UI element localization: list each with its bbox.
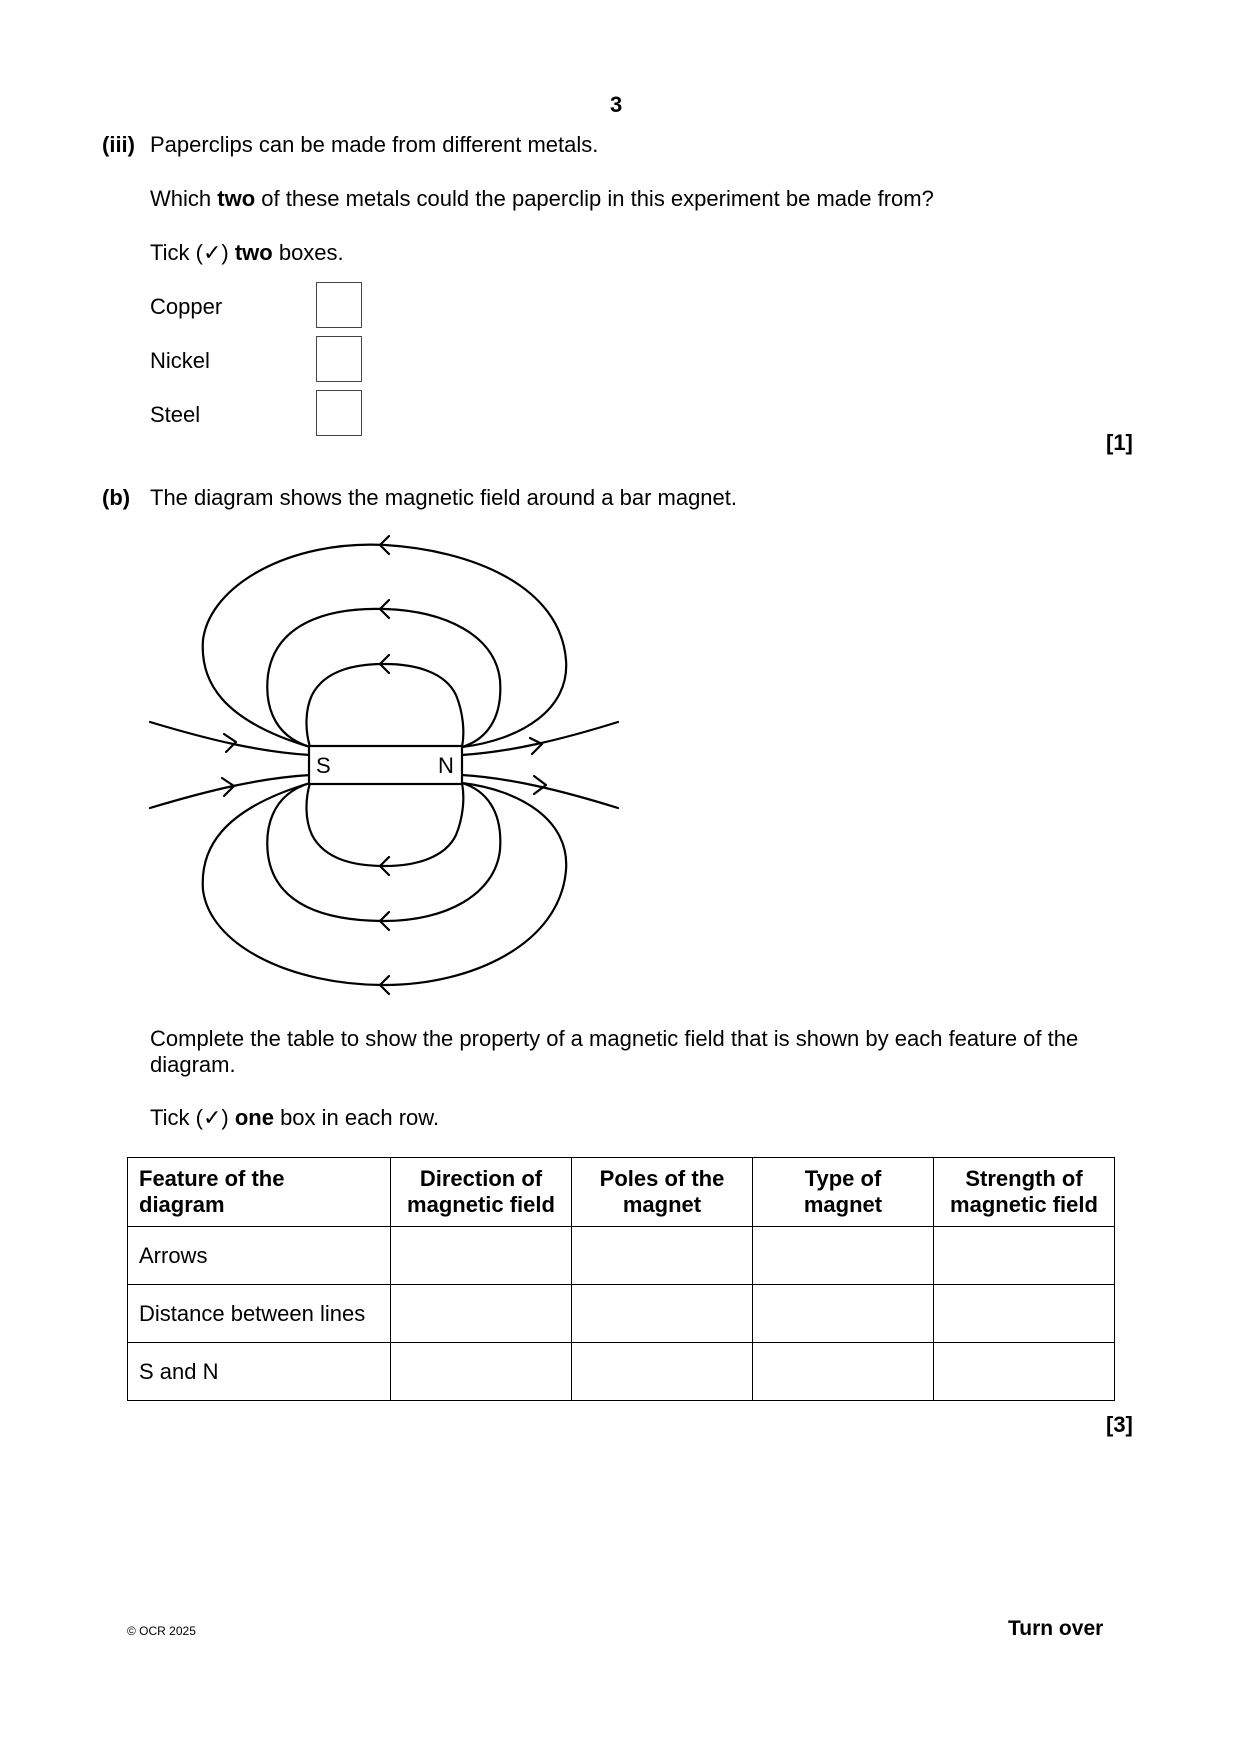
tick-cell-distance-type[interactable] <box>753 1285 934 1343</box>
tick-cell-distance-strength[interactable] <box>934 1285 1115 1343</box>
question-text-post: of these metals could the paperclip in this experiment be made from? <box>255 186 934 211</box>
property-table <box>127 1157 1115 1401</box>
instruction-post: boxes. <box>272 240 344 265</box>
tick-cell-sn-strength[interactable] <box>934 1343 1115 1401</box>
instruction-bold: two <box>234 240 273 265</box>
tick-cell-distance-direction[interactable] <box>391 1285 572 1343</box>
tick-cell-sn-direction[interactable] <box>391 1343 572 1401</box>
south-pole-label: S <box>316 753 331 778</box>
page-number: 3 <box>610 92 623 117</box>
question-label-b: (b) <box>102 485 131 510</box>
tick-instruction-b <box>150 1105 439 1131</box>
field-line-upper-outer <box>203 545 567 747</box>
north-pole-label: N <box>438 753 454 778</box>
field-line-lower-middle <box>267 783 500 921</box>
row-label-distance: Distance between lines <box>128 1285 391 1343</box>
header-feature: Feature of the diagram <box>128 1158 391 1227</box>
arrow-right-upper <box>530 738 542 754</box>
tick-cell-sn-type[interactable] <box>753 1343 934 1401</box>
turn-over-footer: Turn over <box>1008 1617 1104 1640</box>
table-row <box>128 1343 1115 1401</box>
field-line-lower-outer <box>203 783 567 985</box>
row-label-arrows: Arrows <box>128 1227 391 1285</box>
instruction-pre: Tick (✓) <box>150 240 235 265</box>
header-poles: Poles of the magnet <box>572 1158 753 1227</box>
field-line-upper-inner <box>306 664 463 747</box>
header-type: Type of magnet <box>753 1158 934 1227</box>
field-line-lower-inner <box>306 783 463 866</box>
tick-cell-arrows-poles[interactable] <box>572 1227 753 1285</box>
copyright-footer: © OCR 2025 <box>127 1624 196 1638</box>
tick-cell-arrows-direction[interactable] <box>391 1227 572 1285</box>
option-copper-label: Copper <box>150 294 223 319</box>
option-nickel-label: Nickel <box>150 348 210 373</box>
table-row <box>128 1285 1115 1343</box>
question-intro-b: The diagram shows the magnetic field around a bar magnet. <box>150 485 737 510</box>
tick-cell-arrows-strength[interactable] <box>934 1227 1115 1285</box>
header-strength: Strength of magnetic field <box>934 1158 1115 1227</box>
row-label-s-and-n: S and N <box>128 1343 391 1401</box>
table-question-line-2: diagram. <box>150 1052 236 1077</box>
question-text-bold: two <box>217 186 256 211</box>
question-text-pre: Which <box>150 186 218 211</box>
question-label-iii: (iii) <box>102 132 135 157</box>
instruction-pre-b: Tick (✓) <box>150 1105 235 1130</box>
instruction-bold-b: one <box>234 1105 274 1130</box>
field-line-upper-middle <box>267 609 500 747</box>
marks-b: [3] <box>1106 1412 1133 1437</box>
option-steel-label: Steel <box>150 402 201 427</box>
question-intro-iii: Paperclips can be made from different metals. <box>150 132 599 157</box>
table-question-line-1: Complete the table to show the property of a magnetic field that is shown by each feature of the <box>150 1026 1079 1051</box>
table-header-row <box>128 1158 1115 1227</box>
instruction-post-b: box in each row. <box>273 1105 440 1130</box>
table-row <box>128 1227 1115 1285</box>
header-direction: Direction of magnetic field <box>391 1158 572 1227</box>
field-line-right-upper <box>462 722 618 755</box>
marks-iii: [1] <box>1106 430 1133 455</box>
tick-cell-sn-poles[interactable] <box>572 1343 753 1401</box>
tick-cell-arrows-type[interactable] <box>753 1227 934 1285</box>
tick-cell-distance-poles[interactable] <box>572 1285 753 1343</box>
